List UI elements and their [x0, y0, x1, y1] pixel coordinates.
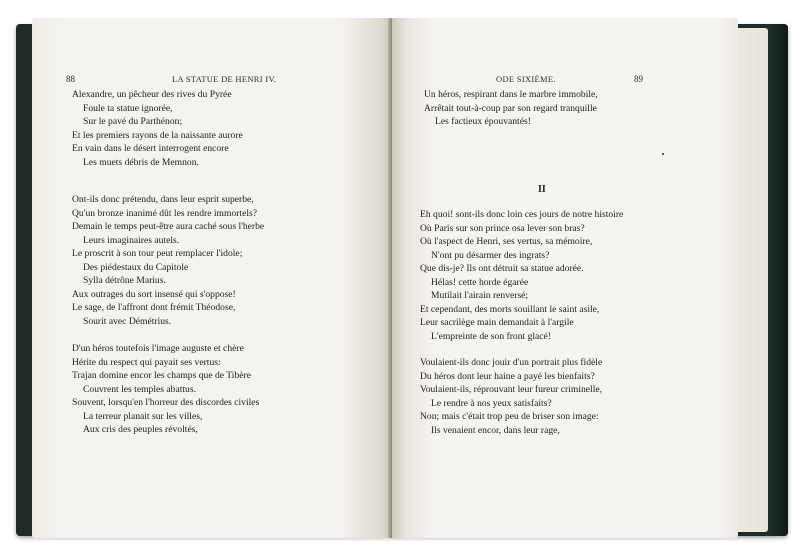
poem-line: Que dis-je? Ils ont détruit sa statue adorée. [420, 263, 584, 274]
poem-line: Les muets débris de Memnon. [83, 156, 199, 168]
poem-line: Voulaient-ils, réprouvant leur fureur criminelle, [420, 384, 603, 395]
poem-line: N'ont pu désarmer des ingrats? [431, 249, 550, 261]
poem-line: Ils venaient encor, dans leur rage, [431, 424, 560, 436]
page-edges [734, 28, 768, 532]
poem-line: Leurs imaginaires autels. [83, 234, 180, 246]
poem-line: Aux cris des peuples révoltés, [83, 424, 198, 435]
poem-line: Le proscrit à son tour peut remplacer l'idole; [72, 248, 243, 259]
poem-line: Où Paris sur son prince osa lever son bras? [420, 222, 585, 234]
poem-line: Un héros, respirant dans le marbre immobile, [424, 89, 598, 100]
right-stanza-1 [424, 88, 598, 129]
poem-line: Mutilait l'airain renversé; [431, 290, 529, 301]
right-page [392, 18, 738, 538]
right-running-head: ODE SIXIÈME. [496, 74, 556, 84]
poem-line: Et cependant, des morts souillant le saint asile, [420, 303, 600, 315]
poem-line: Du héros dont leur haine a payé les bienfaits? [420, 370, 595, 382]
poem-line: L'empreinte de son front glacé! [431, 330, 552, 342]
section-numeral: II [538, 184, 546, 195]
right-page-number: 89 [634, 74, 643, 84]
left-stanza-1 [72, 88, 243, 169]
poem-line: Trajan domine encor les champs que de Tibère [72, 370, 251, 381]
poem-line: Qu'un bronze inanimé dût les rendre immortels? [72, 207, 258, 219]
poem-line: En vain dans le désert interrogent encore [72, 143, 229, 154]
poem-line: Aux outrages du sort insensé qui s'oppose! [72, 288, 236, 300]
poem-line: Souvent, lorsqu'en l'horreur des discordes civiles [72, 397, 260, 408]
poem-line: Couvrent les temples abattus. [83, 383, 196, 395]
poem-line: Eh quoi! sont-ils donc loin ces jours de notre histoire [420, 209, 624, 220]
left-stanza-2 [72, 193, 264, 328]
poem-line: Des piédestaux du Capitole [83, 261, 189, 273]
right-stanza-3 [420, 356, 602, 437]
poem-line: D'un héros toutefois l'image auguste et chère [72, 343, 244, 354]
right-stanza-2 [420, 208, 623, 343]
poem-line: Sylla détrône Marius. [83, 275, 166, 286]
open-book [14, 18, 788, 540]
left-page-number: 88 [66, 74, 75, 84]
poem-line: Demain le temps peut-être aura caché sous l'herbe [72, 221, 265, 232]
poem-line: Les factieux épouvantés! [435, 116, 531, 127]
poem-line: Et les premiers rayons de la naissante aurore [72, 129, 243, 141]
poem-line: La terreur planait sur les villes, [83, 410, 203, 422]
poem-line: Alexandre, un pêcheur des rives du Pyrée [72, 89, 232, 100]
poem-line: Non; mais c'était trop peu de briser son image: [420, 411, 599, 422]
poem-line: Le sage, de l'affront dont frémit Théodose, [72, 302, 236, 313]
poem-line: Où l'aspect de Henri, ses vertus, sa mémoire, [420, 236, 593, 247]
poem-line: Leur sacrilège main demandait à l'argile [420, 317, 574, 328]
poem-line: Hérite du respect qui payait ses vertus: [72, 356, 221, 368]
poem-line: Le rendre à nos yeux satisfaits? [431, 397, 552, 409]
poem-line: Arrêtait tout-à-coup par son regard tranquille [424, 102, 597, 114]
poem-line: Voulaient-ils donc jouir d'un portrait plus fidèle [420, 357, 603, 368]
poem-line: Hélas! cette horde égarée [431, 276, 529, 288]
left-running-head: LA STATUE DE HENRI IV. [172, 74, 277, 84]
left-page [32, 18, 392, 538]
poem-line: Sourit avec Démétrius. [83, 315, 172, 327]
left-stanza-3 [72, 342, 259, 437]
poem-line: Ont-ils donc prétendu, dans leur esprit superbe, [72, 194, 254, 205]
ink-speck [662, 153, 664, 155]
poem-line: Foule ta statue ignorée, [83, 102, 173, 114]
poem-line: Sur le pavé du Parthénon; [83, 116, 183, 127]
